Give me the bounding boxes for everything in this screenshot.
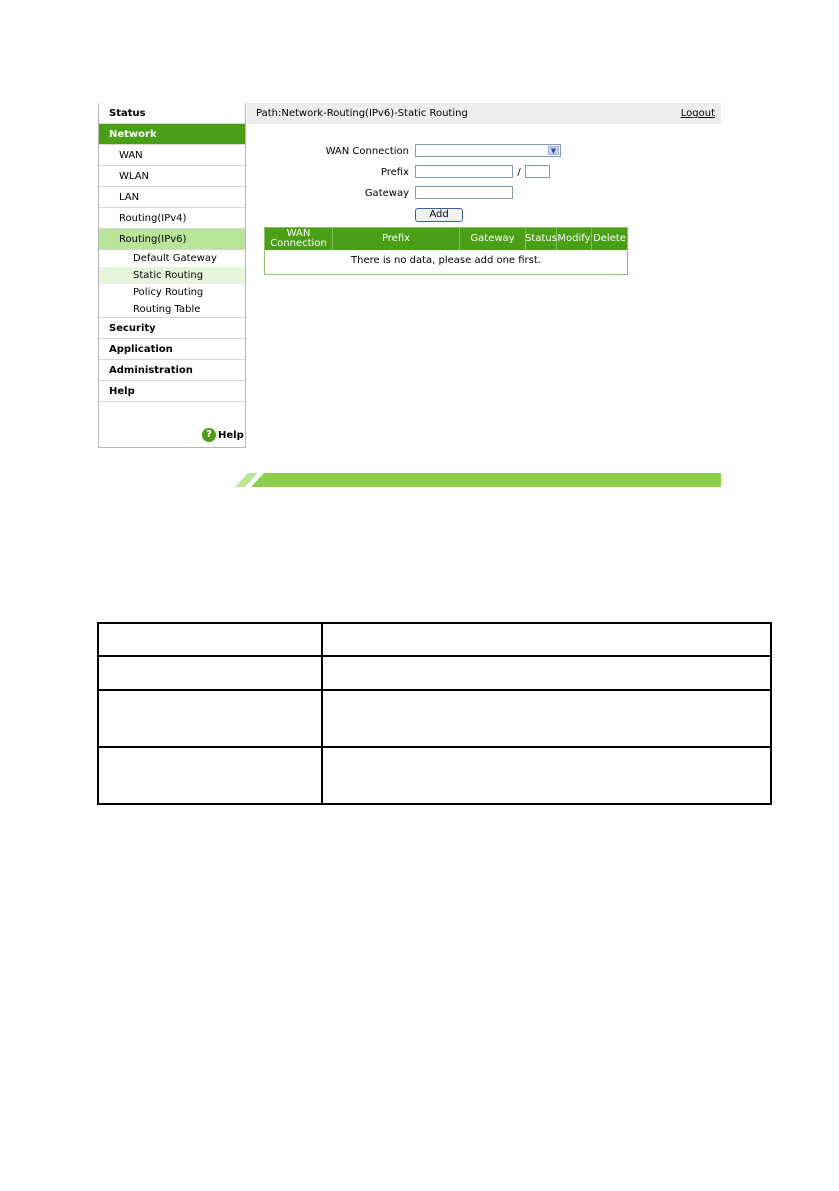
sidebar-item-wlan[interactable]: WLAN [99,166,245,187]
column-header-gateway: Gateway [460,228,526,250]
sidebar [98,103,246,448]
footer-banner [98,473,721,487]
sidebar-item-static-routing[interactable]: Static Routing [99,267,245,284]
sidebar-item-default-gateway[interactable]: Default Gateway [133,253,217,264]
prefix-input[interactable] [415,165,513,178]
doc-table-cell [98,656,322,690]
sidebar-item-network[interactable]: Network [99,124,245,145]
wan-connection-value [416,152,419,163]
doc-table-cell [98,690,322,747]
gateway-label: Gateway [364,188,409,199]
sidebar-item-status[interactable]: Status [99,103,245,124]
column-header-modify: Modify [557,228,592,250]
doc-table-cell [322,623,771,656]
sidebar-nav [99,103,245,402]
router-web-ui-screenshot [98,103,721,487]
doc-table-cell [322,690,771,747]
doc-table-cell [322,656,771,690]
sidebar-item-application[interactable]: Application [99,339,245,360]
column-header-delete: Delete [593,233,626,244]
sidebar-item-routing-ipv4[interactable]: Routing(IPv4) [99,208,245,229]
breadcrumb: Path:Network-Routing(IPv6)-Static Routing [256,108,468,119]
column-header-wan-connection: WAN Connection [265,228,333,250]
sidebar-item-routing-table[interactable]: Routing Table [99,301,245,318]
sidebar-item-administration[interactable]: Administration [99,360,245,381]
prefix-length-input[interactable] [525,165,550,178]
chevron-down-icon: ▼ [548,146,559,155]
prefix-separator: / [517,167,521,178]
sidebar-item-lan[interactable]: LAN [99,187,245,208]
logout-link[interactable]: Logout [680,108,715,119]
sidebar-item-security[interactable]: Security [99,318,245,339]
sidebar-item-help[interactable]: Help [99,381,245,402]
sidebar-item-routing-ipv6[interactable]: Routing(IPv6) [99,229,245,250]
doc-table-cell [322,747,771,804]
static-route-table [264,227,628,275]
question-icon: ? [202,428,216,442]
prefix-label: Prefix [380,167,409,178]
wan-connection-select[interactable] [415,144,561,157]
document-table [97,622,772,805]
column-header-status: Status [526,228,557,250]
add-button[interactable]: Add [415,208,463,222]
sidebar-item-wan[interactable]: WAN [99,145,245,166]
help-link[interactable] [202,428,244,442]
table-empty-message: There is no data, please add one first. [351,255,541,266]
column-header-prefix: Prefix [333,228,460,250]
doc-table-cell [98,623,322,656]
banner-bar [251,473,721,487]
help-link-label: Help [218,429,244,441]
sidebar-item-policy-routing[interactable]: Policy Routing [133,287,204,298]
wan-connection-label: WAN Connection [325,146,409,157]
table-header [265,228,627,250]
breadcrumb-bar [247,103,721,124]
gateway-input[interactable] [415,186,513,199]
doc-table-cell [98,747,322,804]
